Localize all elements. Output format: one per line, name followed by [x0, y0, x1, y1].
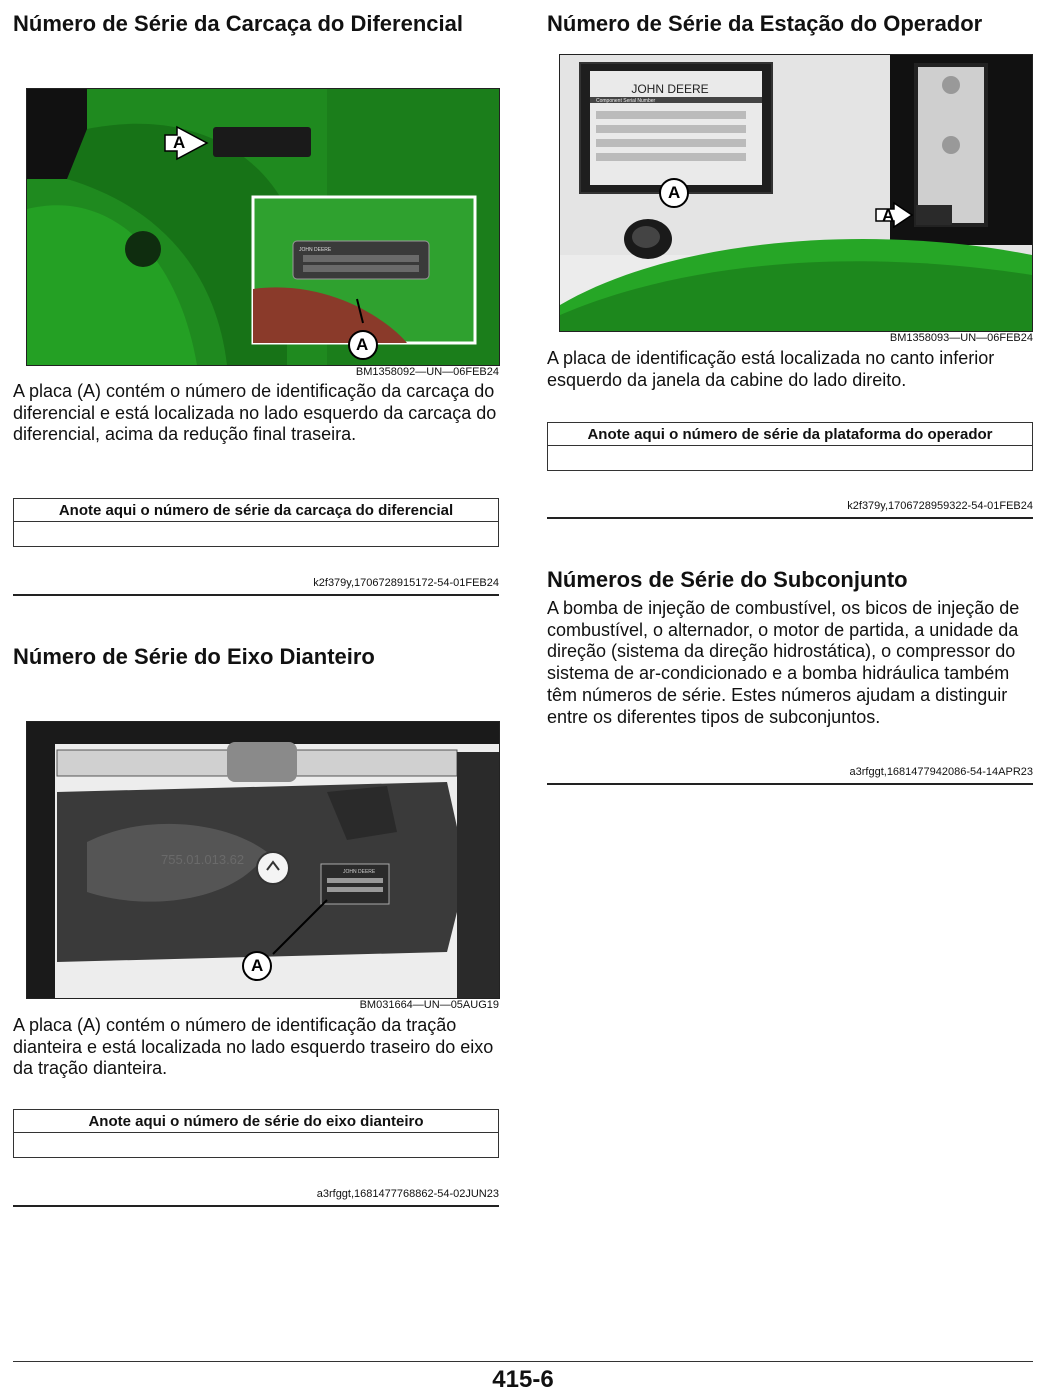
axle-callout-label: A — [251, 956, 264, 975]
diff-plate-brand: JOHN DEERE — [299, 247, 332, 253]
diff-callout-arrow-label: A — [173, 133, 186, 152]
operator-section-rule — [547, 517, 1033, 519]
axle-description: A placa (A) contém o número de identificação da tração dianteira e está localizada no lado esquerdo traseiro do eixo da tração dianteira. — [13, 1015, 494, 1079]
diff-record-field[interactable] — [14, 522, 499, 547]
operator-title: Número de Série da Estação do Operador — [547, 11, 983, 36]
axle-plate-brand: JOHN DEERE — [343, 869, 376, 875]
operator-figure — [559, 54, 1033, 332]
diff-section-rule — [13, 594, 499, 596]
diff-callout-circle-label: A — [356, 335, 369, 354]
axle-reference-code: a3rfggt,1681477768862-54-02JUN23 — [316, 1188, 499, 1200]
axle-title: Número de Série do Eixo Dianteiro — [13, 644, 375, 669]
operator-plate-line: Component Serial Number — [596, 98, 656, 104]
diff-title: Número de Série da Carcaça do Diferencial — [13, 11, 463, 36]
operator-description: A placa de identificação está localizada no canto inferior esquerdo da janela da cabine do lado direito. — [547, 348, 995, 390]
axle-record-table — [13, 1109, 499, 1158]
operator-callout-arrow-label: A — [882, 206, 895, 225]
sub-description: A bomba de injeção de combustível, os bicos de injeção de combustível, o alternador, o motor de partida, a unidade da direção (sistema da direção hidrostática), o compressor do sistema de ar-condicionado e a bomba hidráulica também têm números de série. Estes números ajudam a distinguir entre os diferentes tipos de subconjuntos. — [547, 598, 1020, 727]
operator-callout-circle-label: A — [668, 183, 681, 202]
axle-record-field[interactable] — [14, 1133, 499, 1158]
operator-record-field[interactable] — [548, 446, 1033, 471]
diff-figure — [26, 88, 500, 366]
sub-reference-code: a3rfggt,1681477942086-54-14APR23 — [849, 766, 1033, 778]
diff-illustration — [27, 89, 499, 365]
operator-figure-code: BM1358093—UN—06FEB24 — [889, 332, 1033, 344]
axle-casting-number: 755.01.013.62 — [161, 852, 245, 867]
operator-record-header: Anote aqui o número de série da plataforma do operador — [548, 423, 1033, 446]
diff-record-table — [13, 498, 499, 547]
diff-figure-code: BM1358092—UN—06FEB24 — [355, 366, 499, 378]
operator-illustration — [560, 55, 1032, 331]
axle-figure — [26, 721, 500, 999]
operator-plate-brand: JOHN DEERE — [631, 82, 709, 96]
diff-record-header: Anote aqui o número de série da carcaça do diferencial — [14, 499, 499, 522]
sub-section-rule — [547, 783, 1033, 785]
sub-title: Números de Série do Subconjunto — [547, 567, 908, 592]
footer-rule — [13, 1361, 1033, 1362]
diff-reference-code: k2f379y,1706728915172-54-01FEB24 — [313, 577, 499, 589]
diff-description: A placa (A) contém o número de identificação da carcaça do diferencial e está localizada no lado esquerdo da carcaça do diferencial, acima da redução final traseira. — [13, 381, 497, 445]
axle-section-rule — [13, 1205, 499, 1207]
operator-reference-code: k2f379y,1706728959322-54-01FEB24 — [847, 500, 1033, 512]
operator-record-table — [547, 422, 1033, 471]
axle-record-header: Anote aqui o número de série do eixo dianteiro — [14, 1110, 499, 1133]
page-number: 415-6 — [492, 1366, 554, 1393]
axle-figure-code: BM031664—UN—05AUG19 — [359, 999, 499, 1011]
